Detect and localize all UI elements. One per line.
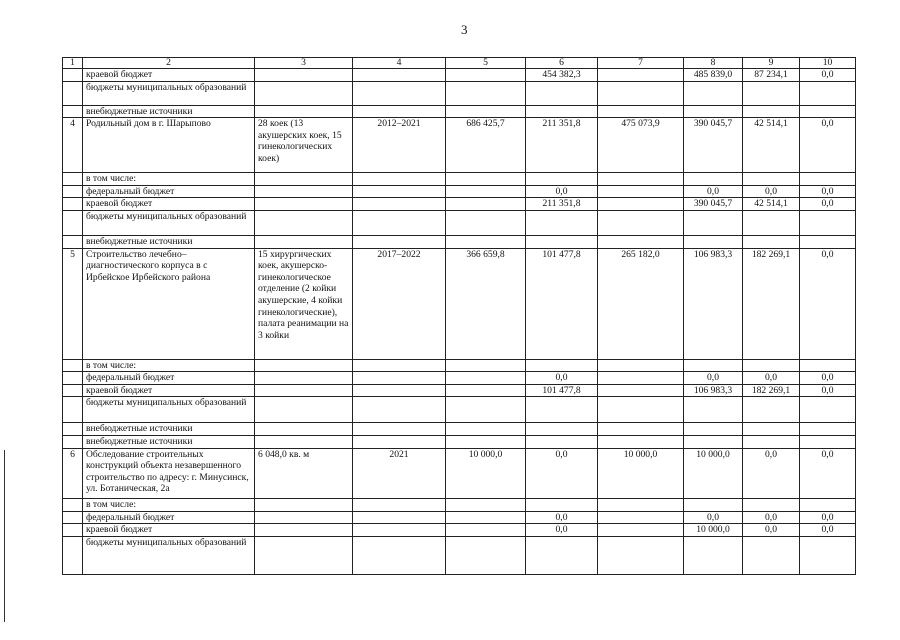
table-cell [598, 185, 684, 198]
table-cell: 101 477,8 [526, 248, 598, 359]
table-cell: 0,0 [743, 511, 800, 524]
table-cell [446, 81, 526, 105]
table-cell: 101 477,8 [526, 384, 598, 397]
table-cell: 42 514,1 [743, 118, 800, 173]
table-cell [63, 69, 83, 82]
table-cell [63, 198, 83, 211]
table-cell [446, 372, 526, 385]
table-cell [63, 423, 83, 436]
table-cell [526, 423, 598, 436]
table-cell: 15 хирургических коек, акушерско-гинекологическое отделение (2 койки акушерские, 4 койки гинекологические), палата реанимации на 3 койки [255, 248, 353, 359]
table-cell: 87 234,1 [743, 69, 800, 82]
table-cell [598, 537, 684, 575]
table-cell [353, 498, 446, 511]
table-cell [63, 235, 83, 248]
table-cell: бюджеты муниципальных образований [83, 210, 255, 235]
table-cell [353, 185, 446, 198]
table-row [63, 384, 856, 397]
table-cell [446, 198, 526, 211]
table-cell: 0,0 [800, 248, 856, 359]
table-cell [598, 210, 684, 235]
table-row [63, 423, 856, 436]
table-cell: 0,0 [684, 372, 743, 385]
table-cell [63, 524, 83, 537]
table-cell: внебюджетные источники [83, 423, 255, 436]
table-cell: Строительство лечебно–диагностического корпуса в с Ирбейское Ирбейского района [83, 248, 255, 359]
table-cell: 0,0 [800, 448, 856, 498]
table-row [63, 537, 856, 575]
table-cell [743, 397, 800, 423]
scan-artifact-line [4, 450, 5, 622]
table-cell [446, 69, 526, 82]
table-cell: 10 000,0 [598, 448, 684, 498]
table-cell [743, 423, 800, 436]
table-cell: в том числе: [83, 173, 255, 186]
table-cell [353, 198, 446, 211]
table-cell [353, 524, 446, 537]
table-cell [800, 105, 856, 118]
table-row [63, 448, 856, 498]
table-cell [353, 69, 446, 82]
table-cell: федеральный бюджет [83, 372, 255, 385]
table-cell [743, 498, 800, 511]
table-cell: 0,0 [800, 118, 856, 173]
column-header: 5 [446, 58, 526, 69]
table-cell [598, 384, 684, 397]
table-cell [743, 359, 800, 372]
table-cell [526, 235, 598, 248]
table-cell: 0,0 [743, 448, 800, 498]
table-cell: 182 269,1 [743, 384, 800, 397]
table-cell [598, 397, 684, 423]
table-cell [255, 511, 353, 524]
table-cell [63, 397, 83, 423]
table-cell: Обследование строительных конструкций объекта незавершенного строительство по адресу: г. Минусинск, ул. Ботаническая, 2а [83, 448, 255, 498]
table-cell: 0,0 [800, 372, 856, 385]
table-cell [255, 210, 353, 235]
table-cell [743, 81, 800, 105]
table-cell: 10 000,0 [684, 448, 743, 498]
table-cell: 0,0 [800, 69, 856, 82]
table-cell [598, 359, 684, 372]
table-cell: внебюджетные источники [83, 435, 255, 448]
column-header: 1 [63, 58, 83, 69]
column-header: 3 [255, 58, 353, 69]
column-header: 9 [743, 58, 800, 69]
budget-table [62, 57, 856, 575]
table-header-row [63, 58, 856, 69]
table-cell [255, 359, 353, 372]
table-cell [353, 435, 446, 448]
table-cell [353, 423, 446, 436]
table-cell [255, 537, 353, 575]
table-cell: 0,0 [800, 185, 856, 198]
table-cell [255, 69, 353, 82]
table-cell [743, 235, 800, 248]
table-cell: 0,0 [526, 448, 598, 498]
table-cell [255, 524, 353, 537]
table-cell: 0,0 [743, 372, 800, 385]
table-cell: 211 351,8 [526, 198, 598, 211]
table-row [63, 81, 856, 105]
table-cell [255, 235, 353, 248]
table-cell [800, 173, 856, 186]
column-header: 4 [353, 58, 446, 69]
table-cell [255, 397, 353, 423]
table-cell [255, 498, 353, 511]
table-cell: 6 048,0 кв. м [255, 448, 353, 498]
table-cell [800, 235, 856, 248]
table-row [63, 435, 856, 448]
table-cell [684, 81, 743, 105]
table-cell: 0,0 [526, 185, 598, 198]
table-cell [684, 423, 743, 436]
table-cell [743, 210, 800, 235]
table-cell [446, 524, 526, 537]
table-row [63, 397, 856, 423]
table-cell [446, 435, 526, 448]
table-cell [63, 359, 83, 372]
table-cell [743, 537, 800, 575]
table-cell: краевой бюджет [83, 69, 255, 82]
table-cell: в том числе: [83, 498, 255, 511]
table-cell [63, 105, 83, 118]
table-cell [598, 105, 684, 118]
table-cell: бюджеты муниципальных образований [83, 81, 255, 105]
table-cell [255, 105, 353, 118]
column-header: 7 [598, 58, 684, 69]
table-cell [598, 235, 684, 248]
table-cell: краевой бюджет [83, 524, 255, 537]
table-cell [255, 185, 353, 198]
table-cell: 42 514,1 [743, 198, 800, 211]
table-cell [526, 498, 598, 511]
table-cell: 686 425,7 [446, 118, 526, 173]
table-row [63, 372, 856, 385]
table-cell [526, 173, 598, 186]
table-cell: 390 045,7 [684, 118, 743, 173]
table-cell [526, 435, 598, 448]
table-cell: 0,0 [526, 372, 598, 385]
table-cell [526, 359, 598, 372]
table-cell [598, 372, 684, 385]
table-cell [353, 235, 446, 248]
table-cell [255, 435, 353, 448]
table-cell [255, 372, 353, 385]
table-cell [743, 435, 800, 448]
table-cell [63, 81, 83, 105]
table-cell: 0,0 [526, 511, 598, 524]
table-cell: в том числе: [83, 359, 255, 372]
table-cell: 10 000,0 [446, 448, 526, 498]
table-cell: 2012–2021 [353, 118, 446, 173]
table-cell [526, 105, 598, 118]
table-cell: 475 073,9 [598, 118, 684, 173]
table-cell [63, 384, 83, 397]
page-number: 3 [461, 22, 468, 37]
table-cell: федеральный бюджет [83, 185, 255, 198]
table-cell [63, 185, 83, 198]
table-cell: 0,0 [526, 524, 598, 537]
table-cell [526, 210, 598, 235]
table-cell [526, 537, 598, 575]
table-row [63, 511, 856, 524]
table-cell [446, 359, 526, 372]
table-cell: 182 269,1 [743, 248, 800, 359]
table-cell: бюджеты муниципальных образований [83, 537, 255, 575]
table-cell [353, 359, 446, 372]
table-cell [446, 384, 526, 397]
table-cell [63, 498, 83, 511]
table-row [63, 235, 856, 248]
table-cell [598, 524, 684, 537]
table-cell: 106 983,3 [684, 384, 743, 397]
table-cell [800, 498, 856, 511]
table-row [63, 210, 856, 235]
table-cell [353, 210, 446, 235]
table-cell [598, 81, 684, 105]
table-cell [684, 105, 743, 118]
table-cell: 485 839,0 [684, 69, 743, 82]
table-cell [446, 173, 526, 186]
table-cell: краевой бюджет [83, 198, 255, 211]
table-cell: 2017–2022 [353, 248, 446, 359]
table-cell: 0,0 [800, 198, 856, 211]
table-cell: краевой бюджет [83, 384, 255, 397]
table-cell: 390 045,7 [684, 198, 743, 211]
column-header: 8 [684, 58, 743, 69]
table-cell [255, 423, 353, 436]
table-cell [255, 384, 353, 397]
table-cell: 265 182,0 [598, 248, 684, 359]
table-cell: внебюджетные источники [83, 105, 255, 118]
table-cell [684, 359, 743, 372]
table-cell: бюджеты муниципальных образований [83, 397, 255, 423]
table-row [63, 359, 856, 372]
table-cell: 4 [63, 118, 83, 173]
table-row [63, 498, 856, 511]
table-cell: 5 [63, 248, 83, 359]
table-cell [353, 397, 446, 423]
table-cell [598, 498, 684, 511]
table-cell [446, 423, 526, 436]
table-cell [526, 81, 598, 105]
table-cell: 10 000,0 [684, 524, 743, 537]
table-cell: 6 [63, 448, 83, 498]
table-cell [598, 423, 684, 436]
table-cell [255, 81, 353, 105]
table-cell [743, 105, 800, 118]
table-cell: 2021 [353, 448, 446, 498]
table-cell [526, 397, 598, 423]
table-cell [598, 69, 684, 82]
table-cell [743, 173, 800, 186]
table-cell: 366 659,8 [446, 248, 526, 359]
table-cell [800, 397, 856, 423]
table-cell [598, 198, 684, 211]
table-row [63, 524, 856, 537]
table-cell [800, 81, 856, 105]
table-row [63, 248, 856, 359]
table-cell [800, 359, 856, 372]
table-cell [684, 173, 743, 186]
table-cell: 0,0 [743, 524, 800, 537]
table-cell: 106 983,3 [684, 248, 743, 359]
table-cell: Родильный дом в г. Шарыпово [83, 118, 255, 173]
table-cell [353, 81, 446, 105]
table-cell [598, 511, 684, 524]
table-cell [684, 397, 743, 423]
table-cell [353, 511, 446, 524]
table-cell [684, 498, 743, 511]
table-cell [684, 537, 743, 575]
table-cell [63, 537, 83, 575]
table-cell [353, 372, 446, 385]
table-cell [800, 435, 856, 448]
table-cell [800, 423, 856, 436]
table-cell [353, 173, 446, 186]
table-cell [255, 198, 353, 211]
table-cell: 0,0 [800, 511, 856, 524]
table-cell [598, 435, 684, 448]
table-cell [446, 498, 526, 511]
table-cell [63, 372, 83, 385]
table-cell [63, 511, 83, 524]
table-cell: 211 351,8 [526, 118, 598, 173]
table-cell [446, 210, 526, 235]
table-cell: 0,0 [743, 185, 800, 198]
table-row [63, 198, 856, 211]
table-row [63, 69, 856, 82]
column-header: 10 [800, 58, 856, 69]
table-cell [800, 210, 856, 235]
table-cell: 0,0 [684, 185, 743, 198]
table-cell: внебюджетные источники [83, 235, 255, 248]
table-cell [684, 235, 743, 248]
table-cell [446, 235, 526, 248]
table-cell [63, 210, 83, 235]
table-cell [353, 384, 446, 397]
table-row [63, 105, 856, 118]
table-cell [446, 185, 526, 198]
table-row [63, 118, 856, 173]
table-cell [684, 435, 743, 448]
table-cell: 0,0 [684, 511, 743, 524]
table-cell [446, 105, 526, 118]
table-cell [446, 537, 526, 575]
table-cell [598, 173, 684, 186]
column-header: 2 [83, 58, 255, 69]
table-row [63, 185, 856, 198]
table-cell [800, 537, 856, 575]
table-cell [63, 173, 83, 186]
table-cell [446, 397, 526, 423]
table-cell [63, 435, 83, 448]
table-cell: 28 коек (13 акушерских коек, 15 гинекологических коек) [255, 118, 353, 173]
table-cell [255, 173, 353, 186]
column-header: 6 [526, 58, 598, 69]
table-cell [353, 105, 446, 118]
table-cell [446, 511, 526, 524]
table-cell [684, 210, 743, 235]
table-cell: 0,0 [800, 524, 856, 537]
table-cell [353, 537, 446, 575]
table-cell: федеральный бюджет [83, 511, 255, 524]
table-cell: 0,0 [800, 384, 856, 397]
table-row [63, 173, 856, 186]
table-cell: 454 382,3 [526, 69, 598, 82]
